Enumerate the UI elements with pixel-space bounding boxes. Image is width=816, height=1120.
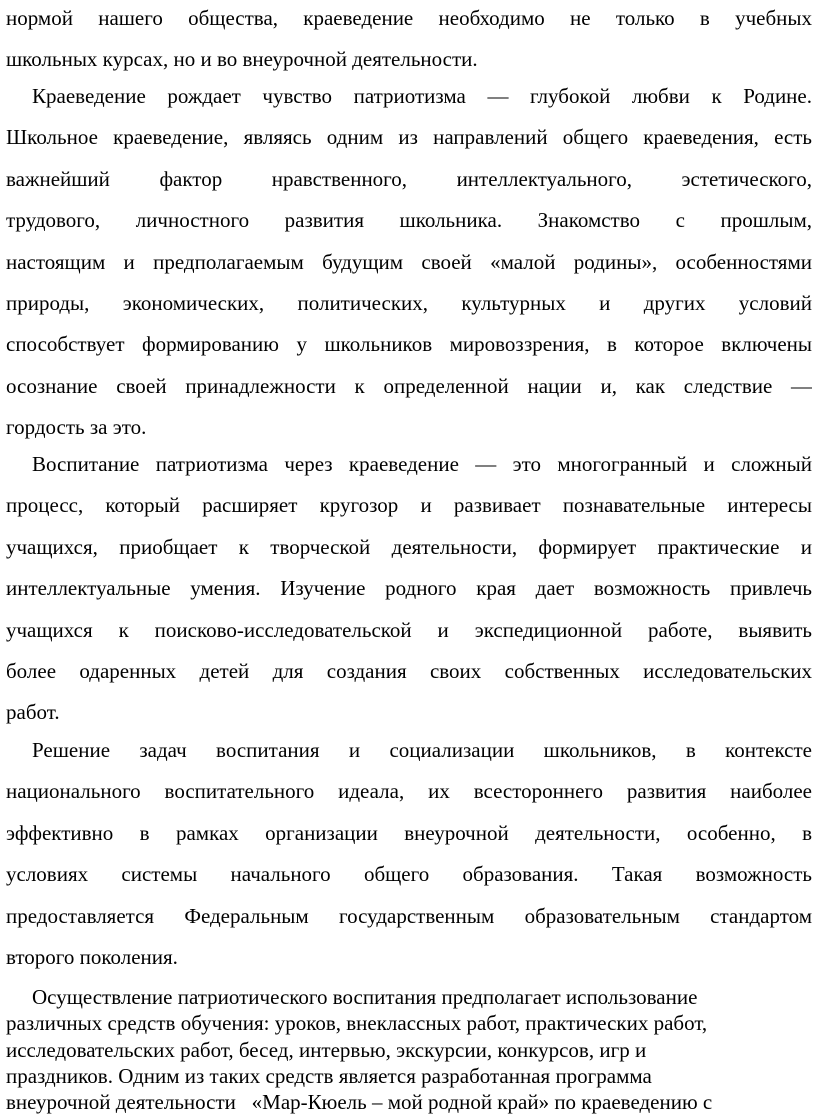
text-line: учащихся, приобщает к творческой деятельности, формирует практические и [6, 534, 812, 559]
text-line: учащихся к поисково-исследовательской и экспедиционной работе, выявить [6, 617, 812, 642]
text-line: национального воспитательного идеала, их всестороннего развития наиболее [6, 779, 812, 804]
text-line: природы, экономических, политических, культурных и других условий [6, 290, 812, 315]
text-line: нормой нашего общества, краеведение необходимо не только в учебных [6, 6, 812, 30]
text-line: способствует формированию у школьников мировоззрения, в которое включены [6, 332, 812, 357]
text-line: более одаренных детей для создания своих собственных исследовательских [6, 658, 812, 683]
paragraph [6, 76, 812, 449]
text-line: Решение задач воспитания и социализации школьников, в контексте [32, 738, 812, 762]
text-line: внеурочной деятельности «Мар-Кюель – мой родной край» по краеведению с [6, 1090, 713, 1115]
text-line: трудового, личностного развития школьника. Знакомство с прошлым, [6, 208, 812, 233]
text-line: осознание своей принадлежности к определенной нации и, как следствие — [6, 373, 812, 398]
paragraph [6, 984, 812, 1115]
text-line: настоящим и предполагаемым будущим своей «малой родины», особенностями [6, 249, 812, 274]
text-line: школьных курсах, но и во внеурочной деятельности. [6, 47, 478, 72]
text-line: Краеведение рождает чувство патриотизма — глубокой любви к Родине. [32, 84, 812, 108]
text-line: Школьное краеведение, являясь одним из направлений общего краеведения, есть [6, 125, 812, 150]
text-line: работ. [6, 700, 60, 725]
text-line: интеллектуальные умения. Изучение родного края дает возможность привлечь [6, 576, 812, 601]
text-line: исследовательских работ, бесед, интервью, экскурсии, конкурсов, игр и [6, 1037, 647, 1062]
text-line: процесс, который расширяет кругозор и развивает познавательные интересы [6, 493, 812, 518]
text-line: Воспитание патриотизма через краеведение — это многогранный и сложный [32, 452, 812, 476]
paragraph [6, 730, 812, 978]
paragraph [6, 0, 812, 81]
text-line: Осуществление патриотического воспитания предполагает использование [32, 985, 698, 1009]
paragraph [6, 444, 812, 734]
text-line: предоставляется Федеральным государственным образовательным стандартом [6, 903, 812, 928]
text-line: эффективно в рамках организации внеурочной деятельности, особенно, в [6, 820, 812, 845]
text-line: гордость за это. [6, 415, 147, 440]
text-line: праздников. Одним из таких средств является разработанная программа [6, 1063, 652, 1088]
text-line: второго поколения. [6, 944, 178, 969]
text-line: условиях системы начального общего образования. Такая возможность [6, 862, 812, 887]
text-line: различных средств обучения: уроков, внеклассных работ, практических работ, [6, 1011, 708, 1036]
text-line: важнейший фактор нравственного, интеллектуального, эстетического, [6, 166, 812, 191]
